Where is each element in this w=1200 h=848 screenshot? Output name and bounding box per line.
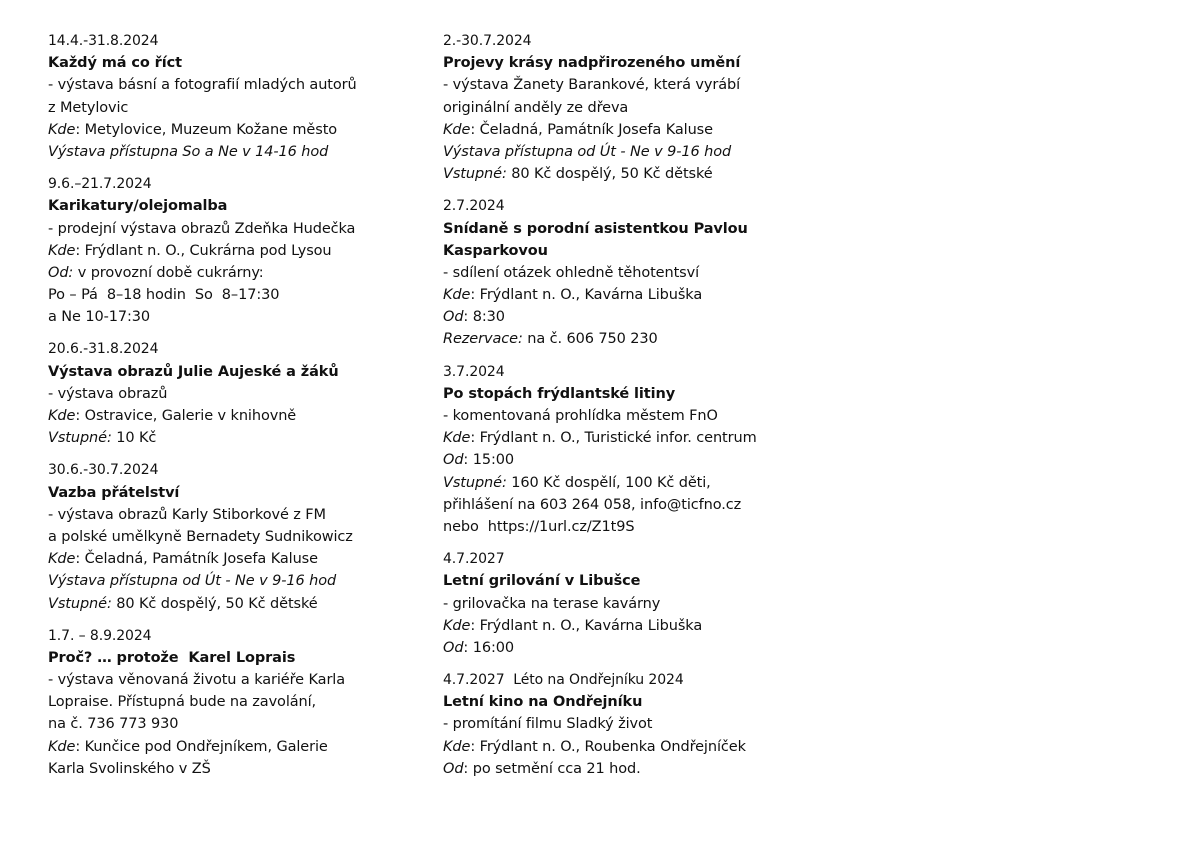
event-detail-line — [443, 74, 803, 96]
event-block — [48, 338, 408, 449]
detail-text: nebo https://1url.cz/Z1t9S — [443, 518, 635, 535]
event-date: 14.4.-31.8.2024 — [48, 33, 159, 49]
event-date: 4.7.2027 Léto na Ondřejníku 2024 — [443, 672, 684, 689]
detail-text: Karla Svolinského v ZŠ — [48, 760, 211, 777]
detail-text: přihlášení na 603 264 058, info@ticfno.cz — [443, 496, 742, 513]
event-detail-line — [443, 405, 803, 427]
event-date: 20.6.-31.8.2024 — [48, 341, 159, 358]
event-detail-line — [443, 163, 803, 185]
detail-label: Rezervace: — [443, 331, 523, 348]
detail-text: 80 Kč dospělý, 50 Kč dětské — [506, 166, 713, 183]
event-detail-line — [48, 691, 408, 713]
event-title: Po stopách frýdlantské litiny — [443, 385, 676, 402]
detail-text: : Frýdlant n. O., Kavárna Libuška — [470, 287, 703, 304]
detail-label: Kde — [443, 430, 471, 447]
event-detail-line — [48, 97, 408, 119]
event-block — [443, 361, 803, 539]
detail-label: Vstupné: — [48, 595, 112, 612]
event-title: Proč? … protože Karel Loprais — [48, 649, 296, 666]
event-detail-line — [48, 240, 408, 262]
detail-label: Výstava přístupna od Út - Ne v 9-16 hod — [48, 573, 337, 590]
event-detail-line — [48, 218, 408, 240]
detail-text: : Kunčice pod Ondřejníkem, Galerie — [75, 738, 328, 755]
event-detail-line — [48, 383, 408, 405]
detail-text: : Ostravice, Galerie v knihovně — [75, 408, 297, 424]
detail-label: Vstupné: — [443, 474, 507, 491]
detail-text: z Metylovic — [48, 99, 129, 116]
event-detail-line — [48, 74, 408, 96]
detail-text: - výstava věnovaná životu a kariéře Karla — [48, 672, 346, 689]
event-detail-line — [48, 262, 408, 284]
detail-label: Kde — [48, 551, 76, 568]
detail-text: - sdílení otázek ohledně těhotentsví — [443, 264, 700, 281]
event-title: Výstava obrazů Julie Aujeské a žáků — [48, 363, 339, 380]
detail-text: - výstava básní a fotografií mladých autorů — [48, 77, 357, 94]
event-detail-line — [443, 328, 803, 350]
event-block — [48, 459, 408, 614]
event-date: 9.6.–21.7.2024 — [48, 176, 152, 193]
detail-label: Od — [443, 760, 464, 777]
event-detail-line — [443, 119, 803, 141]
detail-label: Kde — [48, 408, 76, 424]
event-block — [443, 669, 803, 780]
event-detail-line — [48, 427, 408, 449]
event-title: Každý má co říct — [48, 55, 182, 72]
event-detail-line — [48, 758, 408, 780]
event-detail-line — [48, 306, 408, 328]
event-date: 1.7. – 8.9.2024 — [48, 627, 152, 644]
detail-text: a polské umělkyně Bernadety Sudnikowicz — [48, 528, 353, 545]
event-detail-line — [443, 736, 803, 758]
detail-text: - grilovačka na terase kavárny — [443, 595, 661, 612]
event-detail-line — [48, 405, 408, 427]
detail-text: originální anděly ze dřeva — [443, 99, 629, 116]
event-date: 30.6.-30.7.2024 — [48, 462, 159, 479]
detail-label: Kde — [48, 242, 76, 259]
detail-text: - komentovaná prohlídka městem FnO — [443, 408, 718, 424]
event-detail-line — [48, 548, 408, 570]
detail-text: : 8:30 — [463, 309, 505, 326]
event-detail-line — [443, 713, 803, 735]
event-date: 3.7.2024 — [443, 363, 505, 380]
detail-text: : Čeladná, Památník Josefa Kaluse — [470, 121, 713, 138]
right-column — [443, 30, 803, 790]
detail-text: : po setmění cca 21 hod. — [463, 760, 641, 777]
event-title: Letní grilování v Libušce — [443, 573, 641, 590]
event-detail-line — [443, 615, 803, 637]
event-title-continued: Kasparkovou — [443, 242, 548, 259]
event-detail-line — [443, 637, 803, 659]
detail-label: Vstupné: — [48, 430, 112, 447]
event-detail-line — [48, 713, 408, 735]
detail-label: Od — [443, 639, 464, 656]
detail-text: v provozní době cukrárny: — [73, 264, 264, 281]
detail-label: Vstupné: — [443, 166, 507, 183]
detail-text: : Frýdlant n. O., Kavárna Libuška — [470, 617, 703, 634]
event-block — [443, 548, 803, 659]
detail-label: Kde — [48, 121, 76, 138]
event-detail-line — [48, 119, 408, 141]
event-detail-line — [48, 284, 408, 306]
detail-text: na č. 606 750 230 — [522, 331, 658, 348]
event-block — [443, 195, 803, 350]
detail-text: : Frýdlant n. O., Roubenka Ondřejníček — [470, 738, 746, 755]
event-block — [48, 30, 408, 163]
event-detail-line — [48, 736, 408, 758]
detail-label: Od: — [48, 264, 74, 281]
event-date: 4.7.2027 — [443, 551, 505, 568]
detail-text: - výstava Žanety Barankové, která vyrábí — [443, 77, 741, 94]
detail-text: : Frýdlant n. O., Turistické infor. centrum — [470, 430, 757, 447]
detail-text: : 16:00 — [463, 639, 515, 656]
event-detail-line — [443, 141, 803, 163]
detail-label: Kde — [443, 617, 471, 634]
event-title: Snídaně s porodní asistentkou Pavlou — [443, 220, 748, 237]
event-date: 2.7.2024 — [443, 198, 505, 215]
detail-text: : 15:00 — [463, 452, 515, 469]
event-detail-line — [443, 516, 803, 538]
event-detail-line — [443, 262, 803, 284]
event-detail-line — [48, 669, 408, 691]
detail-text: 80 Kč dospělý, 50 Kč dětské — [111, 595, 318, 612]
detail-text: - výstava obrazů — [48, 385, 168, 402]
event-block — [443, 30, 803, 185]
detail-label: Výstava přístupna od Út - Ne v 9-16 hod — [443, 143, 732, 160]
detail-label: Od — [443, 309, 464, 326]
left-column — [48, 30, 408, 790]
detail-text: Po – Pá 8–18 hodin So 8–17:30 — [48, 287, 280, 304]
event-title: Karikatury/olejomalba — [48, 198, 228, 215]
event-detail-line — [443, 472, 803, 494]
detail-label: Kde — [443, 287, 471, 304]
event-detail-line — [443, 284, 803, 306]
event-date: 2.-30.7.2024 — [443, 33, 532, 49]
detail-label: Kde — [48, 738, 76, 755]
detail-text: 10 Kč — [111, 430, 157, 447]
detail-text: - prodejní výstava obrazů Zdeňka Hudečka — [48, 220, 356, 237]
event-detail-line — [443, 427, 803, 449]
event-detail-line — [443, 593, 803, 615]
event-title: Vazba přátelství — [48, 484, 180, 501]
detail-text: - promítání filmu Sladký život — [443, 716, 653, 733]
detail-text: 160 Kč dospělí, 100 Kč děti, — [506, 474, 711, 491]
detail-text: : Čeladná, Památník Josefa Kaluse — [75, 551, 318, 568]
detail-text: : Metylovice, Muzeum Kožane město — [75, 121, 338, 138]
detail-label: Výstava přístupna So a Ne v 14-16 hod — [48, 143, 329, 160]
detail-text: a Ne 10-17:30 — [48, 309, 151, 326]
detail-text: Lopraise. Přístupná bude na zavolání, — [48, 694, 317, 711]
event-block — [48, 625, 408, 780]
event-detail-line — [443, 494, 803, 516]
detail-label: Od — [443, 452, 464, 469]
event-detail-line — [443, 758, 803, 780]
detail-label: Kde — [443, 121, 471, 138]
event-detail-line — [48, 526, 408, 548]
event-detail-line — [443, 449, 803, 471]
detail-text: na č. 736 773 930 — [48, 716, 179, 733]
event-detail-line — [48, 504, 408, 526]
event-detail-line — [48, 141, 408, 163]
detail-text: : Frýdlant n. O., Cukrárna pod Lysou — [75, 242, 332, 259]
event-title: Projevy krásy nadpřirozeného umění — [443, 55, 741, 72]
event-title: Letní kino na Ondřejníku — [443, 694, 643, 711]
detail-label: Kde — [443, 738, 471, 755]
event-detail-line — [48, 570, 408, 592]
detail-text: - výstava obrazů Karly Stiborkové z FM — [48, 506, 326, 523]
event-block — [48, 173, 408, 328]
event-detail-line — [443, 306, 803, 328]
event-detail-line — [48, 593, 408, 615]
event-detail-line — [443, 97, 803, 119]
